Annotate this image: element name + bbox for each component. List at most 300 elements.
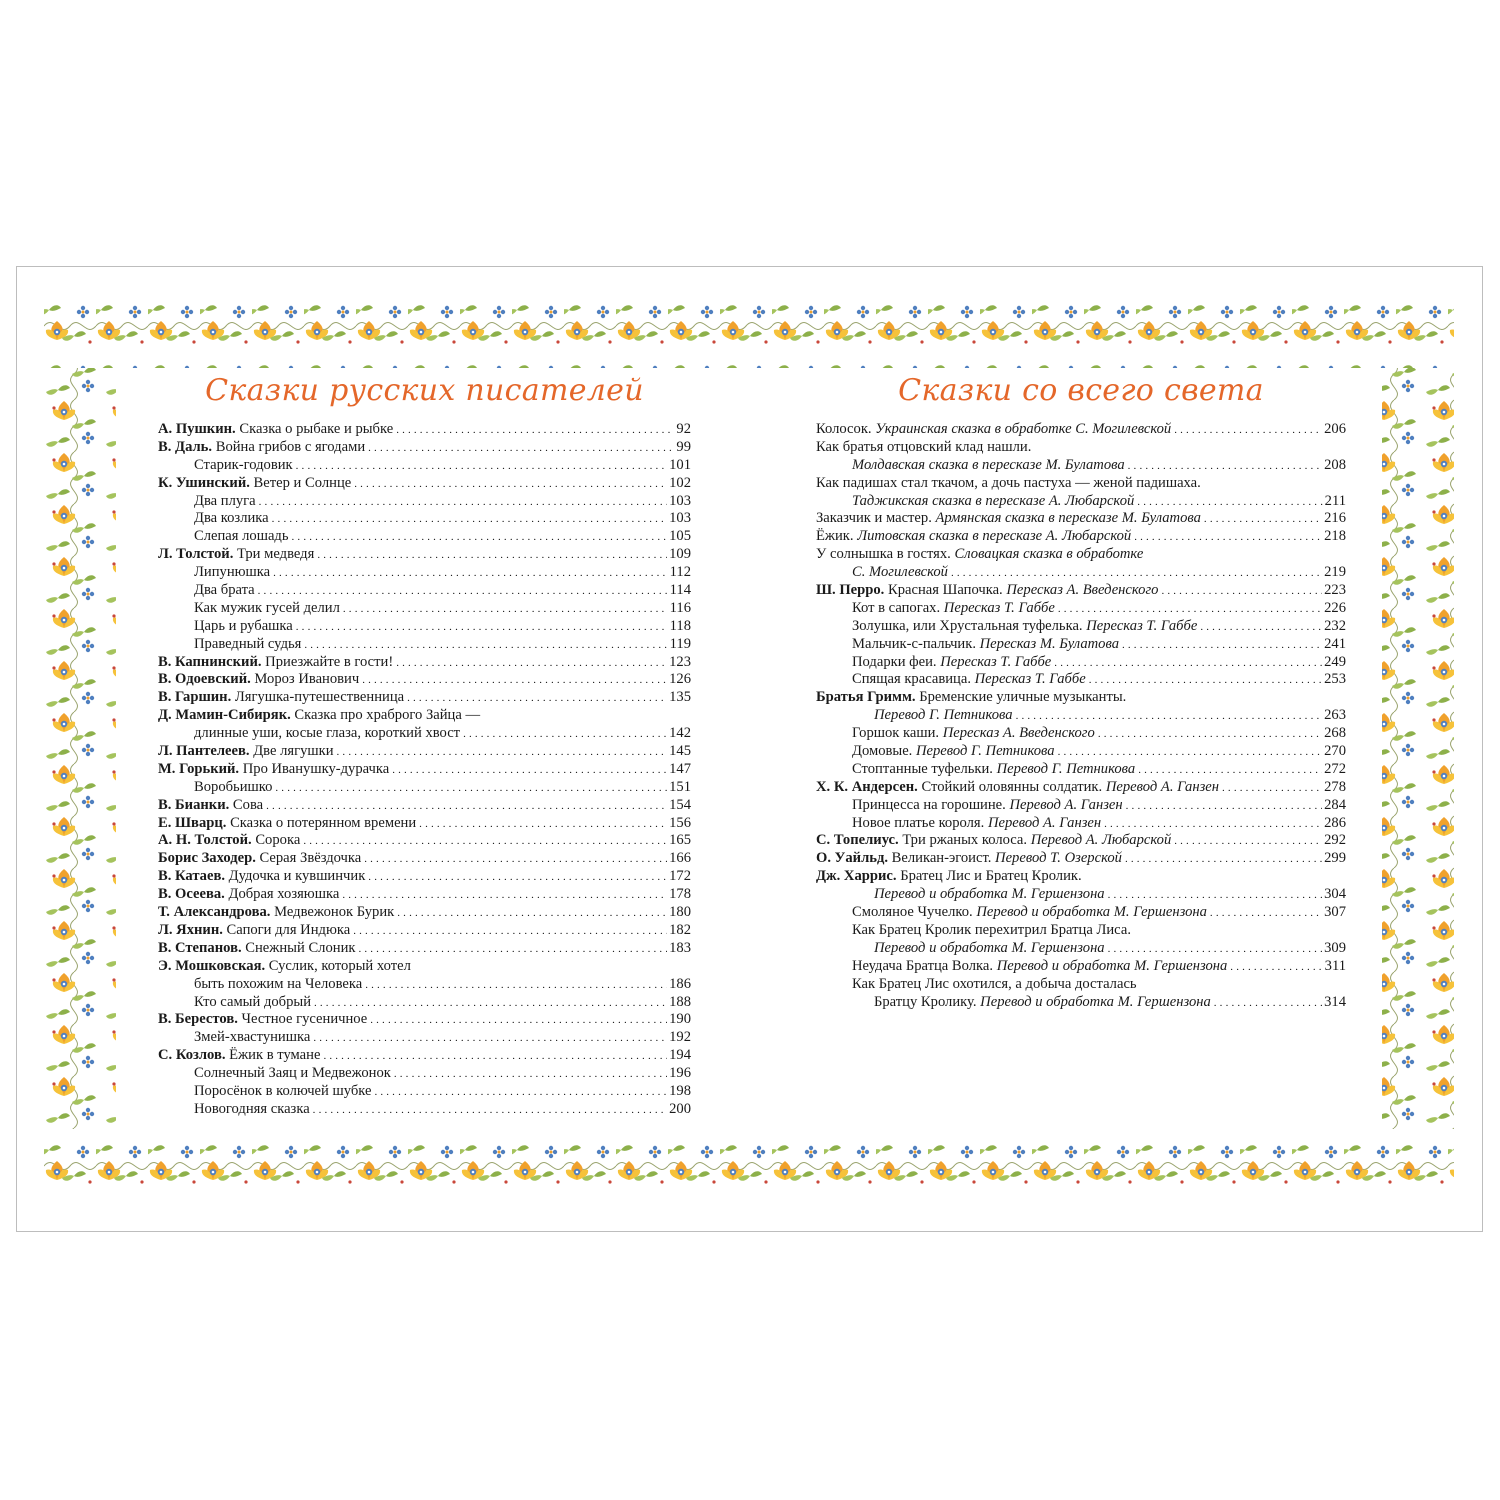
dot-leader xyxy=(273,564,668,583)
dot-leader xyxy=(368,439,674,458)
page-number: 307 xyxy=(1324,904,1346,921)
toc-title: Мороз Иванович xyxy=(254,671,360,688)
toc-entry xyxy=(158,922,691,940)
toc-entry xyxy=(158,1011,691,1029)
toc-title: Кто самый добрый xyxy=(194,993,311,1010)
page-number: 103 xyxy=(669,492,691,509)
toc-entry-text xyxy=(194,564,270,582)
toc-entry-text xyxy=(852,457,1125,475)
toc-entry-text xyxy=(874,994,1211,1012)
page-number: 114 xyxy=(669,582,691,599)
page-number: 232 xyxy=(1324,617,1346,634)
toc-note: Перевод А. Ганзен xyxy=(1105,778,1220,795)
dot-leader xyxy=(358,940,667,959)
toc-entry-text xyxy=(158,743,334,761)
toc-entry-text xyxy=(194,1029,310,1047)
page-number: 194 xyxy=(669,1047,691,1064)
toc-title: Стойкий оловянны солдатик. xyxy=(921,778,1103,795)
toc-entry-text xyxy=(194,528,289,546)
page-number: 304 xyxy=(1324,886,1346,903)
toc-entry xyxy=(158,564,691,582)
toc-entry xyxy=(816,707,1346,725)
page-number: 183 xyxy=(669,939,691,956)
dot-leader xyxy=(323,1047,667,1066)
toc-entry xyxy=(158,725,691,743)
dot-leader xyxy=(407,689,667,708)
toc-entry-text xyxy=(852,743,1055,761)
dot-leader xyxy=(266,797,667,816)
dot-leader xyxy=(337,743,668,762)
toc-title: Братцу Кролику. xyxy=(874,993,977,1010)
dot-leader xyxy=(951,564,1322,583)
toc-entry-text xyxy=(158,904,394,922)
page-number: 211 xyxy=(1324,492,1346,509)
toc-title: Праведный судья xyxy=(194,635,302,652)
page-number: 218 xyxy=(1324,528,1346,545)
toc-left-column xyxy=(158,371,691,1119)
toc-author: Дж. Харрис. xyxy=(816,868,897,885)
toc-entry-text xyxy=(852,564,948,582)
toc-entry xyxy=(158,600,691,618)
page-number: 292 xyxy=(1324,832,1346,849)
toc-note: Пересказ Т. Габбе xyxy=(943,599,1055,616)
toc-entry-text xyxy=(816,868,1082,886)
toc-entry xyxy=(816,654,1346,672)
toc-entry xyxy=(816,850,1346,868)
toc-right-column xyxy=(816,371,1346,1011)
toc-entry-text xyxy=(852,815,1101,833)
dot-leader xyxy=(1128,457,1322,476)
toc-title: Кот в сапогах. xyxy=(852,599,941,616)
dot-leader xyxy=(396,421,674,440)
toc-entry xyxy=(816,439,1346,457)
toc-entry xyxy=(158,1101,691,1119)
dot-leader xyxy=(1089,671,1322,690)
toc-entry xyxy=(158,439,691,457)
toc-entry-text xyxy=(158,815,416,833)
toc-entry-text xyxy=(158,958,411,976)
toc-title: Новое платье короля. xyxy=(852,814,985,831)
toc-entry-text xyxy=(194,582,255,600)
toc-entry-text xyxy=(852,654,1051,672)
toc-entry-text xyxy=(194,600,340,618)
page-number: 198 xyxy=(669,1082,691,1099)
toc-author: Л. Яхнин. xyxy=(158,921,223,938)
toc-title: Красная Шапочка. xyxy=(888,582,1003,599)
toc-note: Пересказ Т. Габбе xyxy=(1086,617,1198,634)
toc-title: Царь и рубашка xyxy=(194,617,293,634)
page-number: 309 xyxy=(1324,939,1346,956)
toc-entry xyxy=(158,904,691,922)
toc-title: Три ржаных колоса. xyxy=(902,832,1028,849)
dot-leader xyxy=(1174,421,1322,440)
page-number: 126 xyxy=(669,671,691,688)
toc-entry xyxy=(158,1065,691,1083)
toc-entry xyxy=(816,958,1346,976)
dot-leader xyxy=(365,976,667,995)
toc-title: Великан-эгоист. xyxy=(891,850,992,867)
toc-entry-text xyxy=(158,940,355,958)
toc-entry xyxy=(158,636,691,654)
toc-note: Украинская сказка в обработке С. Могилевской xyxy=(875,421,1172,437)
toc-note: С. Могилевской xyxy=(852,564,948,581)
toc-entry-text xyxy=(158,850,361,868)
page-number: 123 xyxy=(669,653,691,670)
toc-note: Перевод Г. Петникова xyxy=(874,707,1013,724)
toc-note: Перевод и обработка М. Гершензона xyxy=(874,886,1105,903)
page-number: 223 xyxy=(1324,582,1346,599)
dot-leader xyxy=(296,618,668,637)
toc-note: Перевод А. Ганзен xyxy=(987,814,1102,831)
toc-entry-text xyxy=(158,439,365,457)
dot-leader xyxy=(368,868,667,887)
toc-entry xyxy=(158,457,691,475)
toc-entry-text xyxy=(158,546,314,564)
dot-leader xyxy=(1108,886,1323,905)
toc-note: Таджикская сказка в пересказе А. Любарской xyxy=(852,492,1135,509)
toc-note: Пересказ А. Введенского xyxy=(942,725,1095,742)
toc-entry-text xyxy=(194,994,311,1012)
toc-title: Змей-хвастунишка xyxy=(194,1029,311,1046)
page-number: 102 xyxy=(669,474,691,491)
page-number: 311 xyxy=(1324,957,1346,974)
page-number: 101 xyxy=(669,456,691,473)
toc-title: Сорока xyxy=(255,832,301,849)
toc-entry-text xyxy=(158,654,393,672)
dot-leader xyxy=(1222,779,1322,798)
toc-entry xyxy=(158,618,691,636)
toc-title: Солнечный Заяц и Медвежонок xyxy=(194,1065,391,1082)
dot-leader xyxy=(303,832,667,851)
dot-leader xyxy=(1126,797,1322,816)
toc-title: Принцесса на горошине. xyxy=(852,796,1006,813)
page-number: 172 xyxy=(669,868,691,885)
toc-entry-text xyxy=(816,510,1201,528)
toc-author: Л. Толстой. xyxy=(158,546,234,563)
toc-title: Как Братец Кролик перехитрил Братца Лиса. xyxy=(852,921,1131,938)
toc-entry xyxy=(816,886,1346,904)
toc-entry xyxy=(816,671,1346,689)
page-number: 92 xyxy=(676,421,691,437)
page-number: 196 xyxy=(669,1065,691,1082)
toc-entry xyxy=(816,510,1346,528)
toc-entry xyxy=(158,1083,691,1101)
toc-entry xyxy=(816,922,1346,940)
toc-note: Перевод Т. Озерской xyxy=(995,850,1122,867)
page-number: 103 xyxy=(669,510,691,527)
toc-author: А. Пушкин. xyxy=(158,421,236,437)
toc-title: длинные уши, косые глаза, короткий хвост xyxy=(194,725,461,742)
dot-leader xyxy=(1122,636,1322,655)
toc-note: Словацкая сказка в обработке xyxy=(954,546,1144,563)
toc-entry xyxy=(158,761,691,779)
toc-entry-text xyxy=(816,850,1122,868)
dot-leader xyxy=(342,886,667,905)
toc-note: Литовская сказка в пересказе А. Любарской xyxy=(857,528,1132,545)
toc-entry-text xyxy=(816,832,1171,850)
toc-entry-text xyxy=(194,779,272,797)
toc-entry xyxy=(816,940,1346,958)
toc-entry xyxy=(158,815,691,833)
toc-title: Колосок. xyxy=(816,421,872,437)
toc-entry xyxy=(816,564,1346,582)
toc-author: О. Уайльд. xyxy=(816,850,888,867)
toc-entry xyxy=(158,940,691,958)
toc-title: Два козлика xyxy=(194,510,269,527)
toc-title: Подарки феи. xyxy=(852,653,937,670)
dot-leader xyxy=(1210,904,1322,923)
toc-entry-text xyxy=(158,689,404,707)
toc-title: Неудача Братца Волка. xyxy=(852,957,994,974)
toc-entry xyxy=(816,493,1346,511)
page-number: 263 xyxy=(1324,707,1346,724)
toc-title: Дудочка и кувшинчик xyxy=(228,868,366,885)
toc-entry-text xyxy=(852,797,1123,815)
toc-author: В. Даль. xyxy=(158,438,213,455)
toc-entry xyxy=(816,815,1346,833)
toc-author: Братья Гримм. xyxy=(816,689,916,706)
toc-entry-text xyxy=(158,886,339,904)
toc-entry-text xyxy=(874,940,1105,958)
dot-leader xyxy=(313,1101,667,1120)
toc-author: В. Берестов. xyxy=(158,1011,238,1028)
toc-entry xyxy=(816,636,1346,654)
toc-entry xyxy=(158,546,691,564)
dot-leader xyxy=(314,994,667,1013)
toc-author: Ш. Перро. xyxy=(816,582,885,599)
toc-entry xyxy=(816,475,1346,493)
dot-leader xyxy=(397,904,667,923)
toc-entry-text xyxy=(852,636,1119,654)
toc-entry xyxy=(158,1029,691,1047)
toc-entry xyxy=(816,582,1346,600)
toc-note: Молдавская сказка в пересказе М. Булатова xyxy=(852,456,1125,473)
toc-title: Два плуга xyxy=(194,492,256,509)
toc-title: Честное гусеничное xyxy=(241,1011,368,1028)
dot-leader xyxy=(272,510,667,529)
toc-title: Ветер и Солнце xyxy=(253,474,352,491)
toc-entry-text xyxy=(852,725,1095,743)
toc-title: Горшок каши. xyxy=(852,725,940,742)
toc-title: Добрая хозяюшка xyxy=(228,886,340,903)
dot-leader xyxy=(362,671,667,690)
toc-author: А. Н. Толстой. xyxy=(158,832,252,849)
page-number: 284 xyxy=(1324,796,1346,813)
toc-note: Перевод и обработка М. Гершензона xyxy=(874,939,1105,956)
toc-entry xyxy=(158,421,691,439)
toc-author: Борис Заходер. xyxy=(158,850,256,867)
page-number: 116 xyxy=(669,599,691,616)
toc-author: В. Степанов. xyxy=(158,939,242,956)
dot-leader xyxy=(419,815,667,834)
toc-entry-text xyxy=(852,922,1131,940)
toc-author: В. Осеева. xyxy=(158,886,225,903)
toc-entry xyxy=(158,654,691,672)
toc-title: Ёжик. xyxy=(816,528,854,545)
page-number: 278 xyxy=(1324,778,1346,795)
toc-note: Армянская сказка в пересказе М. Булатова xyxy=(935,510,1201,527)
toc-entry xyxy=(158,743,691,761)
toc-entry xyxy=(816,868,1346,886)
toc-title: Медвежонок Бурик xyxy=(274,904,395,921)
page-number: 145 xyxy=(669,743,691,760)
toc-author: С. Козлов. xyxy=(158,1047,226,1064)
page-number: 142 xyxy=(669,725,691,742)
toc-title: Бременские уличные музыканты. xyxy=(919,689,1127,706)
toc-entry-text xyxy=(852,958,1227,976)
toc-title: Мальчик-с-пальчик. xyxy=(852,635,976,652)
toc-entry-text xyxy=(852,976,1137,994)
toc-entry-text xyxy=(852,671,1086,689)
page-number: 135 xyxy=(669,689,691,706)
toc-entry xyxy=(158,779,691,797)
toc-note: Перевод и обработка М. Гершензона xyxy=(976,904,1207,921)
dot-leader xyxy=(354,475,667,494)
toc-entry xyxy=(158,868,691,886)
dot-leader xyxy=(1108,940,1323,959)
toc-author: Х. К. Андерсен. xyxy=(816,778,918,795)
toc-title: Спящая красавица. xyxy=(852,671,971,688)
toc-title: Слепая лошадь xyxy=(194,528,289,545)
toc-entry xyxy=(158,528,691,546)
toc-title: Снежный Слоник xyxy=(245,939,356,956)
toc-entry xyxy=(158,976,691,994)
toc-entry-text xyxy=(816,528,1131,546)
page-number: 192 xyxy=(669,1029,691,1046)
page-number: 314 xyxy=(1324,993,1346,1010)
toc-title: Сказка про храброго Зайца — xyxy=(294,707,481,724)
dot-leader xyxy=(292,528,668,547)
toc-entry-text xyxy=(852,493,1134,511)
toc-title: У солнышка в гостях. xyxy=(816,546,951,563)
toc-entry-text xyxy=(158,868,365,886)
toc-entry-text xyxy=(158,1047,320,1065)
page-number: 156 xyxy=(669,814,691,831)
dot-leader xyxy=(313,1029,667,1048)
toc-title: Сказка о рыбаке и рыбке xyxy=(239,421,394,437)
dot-leader xyxy=(374,1083,667,1102)
dot-leader xyxy=(296,457,667,476)
toc-entry-text xyxy=(816,689,1126,707)
toc-title: Лягушка-путешественница xyxy=(234,689,405,706)
page-number: 241 xyxy=(1324,635,1346,652)
toc-entry-text xyxy=(194,976,362,994)
toc-title: Братец Лис и Братец Кролик. xyxy=(900,868,1082,885)
toc-title: Новогодняя сказка xyxy=(194,1100,310,1117)
dot-leader xyxy=(1054,654,1322,673)
toc-entry-text xyxy=(874,707,1013,725)
toc-entry xyxy=(816,797,1346,815)
dot-leader xyxy=(370,1011,667,1030)
toc-entry-text xyxy=(852,904,1207,922)
toc-author: К. Ушинский. xyxy=(158,474,250,491)
toc-title: Три медведя xyxy=(237,546,315,563)
toc-entry xyxy=(158,582,691,600)
toc-author: В. Бианки. xyxy=(158,796,230,813)
toc-title: Две лягушки xyxy=(253,743,334,760)
page-number: 206 xyxy=(1324,421,1346,437)
toc-right-list xyxy=(816,421,1346,1011)
toc-entry xyxy=(158,510,691,528)
page-number: 190 xyxy=(669,1011,691,1028)
toc-author: В. Одоевский. xyxy=(158,671,251,688)
toc-entry xyxy=(816,457,1346,475)
toc-entry-text xyxy=(194,510,269,528)
dot-leader xyxy=(396,654,667,673)
toc-author: В. Капнинский. xyxy=(158,653,262,670)
toc-entry xyxy=(158,475,691,493)
toc-entry xyxy=(158,689,691,707)
toc-entry xyxy=(158,493,691,511)
toc-entry-text xyxy=(194,636,301,654)
dot-leader xyxy=(317,546,667,565)
toc-author: Э. Мошковская. xyxy=(158,957,266,974)
toc-entry xyxy=(158,1047,691,1065)
page-number: 166 xyxy=(669,850,691,867)
toc-entry xyxy=(816,689,1346,707)
toc-title: Сказка о потерянном времени xyxy=(230,814,417,831)
toc-entry-text xyxy=(194,725,460,743)
toc-entry xyxy=(816,743,1346,761)
toc-entry-text xyxy=(158,671,359,689)
toc-entry-text xyxy=(158,1011,367,1029)
toc-entry xyxy=(816,994,1346,1012)
toc-entry xyxy=(158,850,691,868)
toc-entry-text xyxy=(194,457,293,475)
toc-entry-text xyxy=(816,546,1143,564)
toc-title: Старик-годовик xyxy=(194,456,293,473)
toc-title: Стоптанные туфельки. xyxy=(852,760,993,777)
toc-entry xyxy=(158,797,691,815)
dot-leader xyxy=(1125,850,1322,869)
toc-entry xyxy=(816,421,1346,439)
page-number: 147 xyxy=(669,760,691,777)
toc-entry-text xyxy=(194,1101,310,1119)
toc-entry-text xyxy=(816,421,1171,439)
toc-title: Липунюшка xyxy=(194,564,271,581)
toc-entry-text xyxy=(194,493,256,511)
toc-entry-text xyxy=(194,1083,371,1101)
toc-entry-text xyxy=(158,761,389,779)
page-number: 151 xyxy=(669,778,691,795)
page-number: 182 xyxy=(669,921,691,938)
dot-leader xyxy=(258,582,668,601)
toc-left-list xyxy=(158,421,691,1119)
dot-leader xyxy=(1098,725,1322,744)
toc-title: Ёжик в тумане xyxy=(229,1047,321,1064)
dot-leader xyxy=(1200,618,1322,637)
page-number: 188 xyxy=(669,993,691,1010)
toc-entry xyxy=(816,528,1346,546)
toc-note: Пересказ М. Булатова xyxy=(979,635,1119,652)
page-number: 249 xyxy=(1324,653,1346,670)
toc-author: М. Горький. xyxy=(158,760,240,777)
page-number: 272 xyxy=(1324,760,1346,777)
toc-author: Т. Александрова. xyxy=(158,904,271,921)
toc-entry-text xyxy=(816,582,1158,600)
page-number: 219 xyxy=(1324,564,1346,581)
page-number: 299 xyxy=(1324,850,1346,867)
page-number: 186 xyxy=(669,975,691,992)
toc-entry xyxy=(158,671,691,689)
toc-title: Как братья отцовский клад нашли. xyxy=(816,438,1032,455)
toc-author: В. Катаев. xyxy=(158,868,225,885)
toc-entry xyxy=(816,904,1346,922)
dot-leader xyxy=(304,636,667,655)
dot-leader xyxy=(343,600,668,619)
toc-title: Заказчик и мастер. xyxy=(816,510,932,527)
toc-entry xyxy=(816,779,1346,797)
